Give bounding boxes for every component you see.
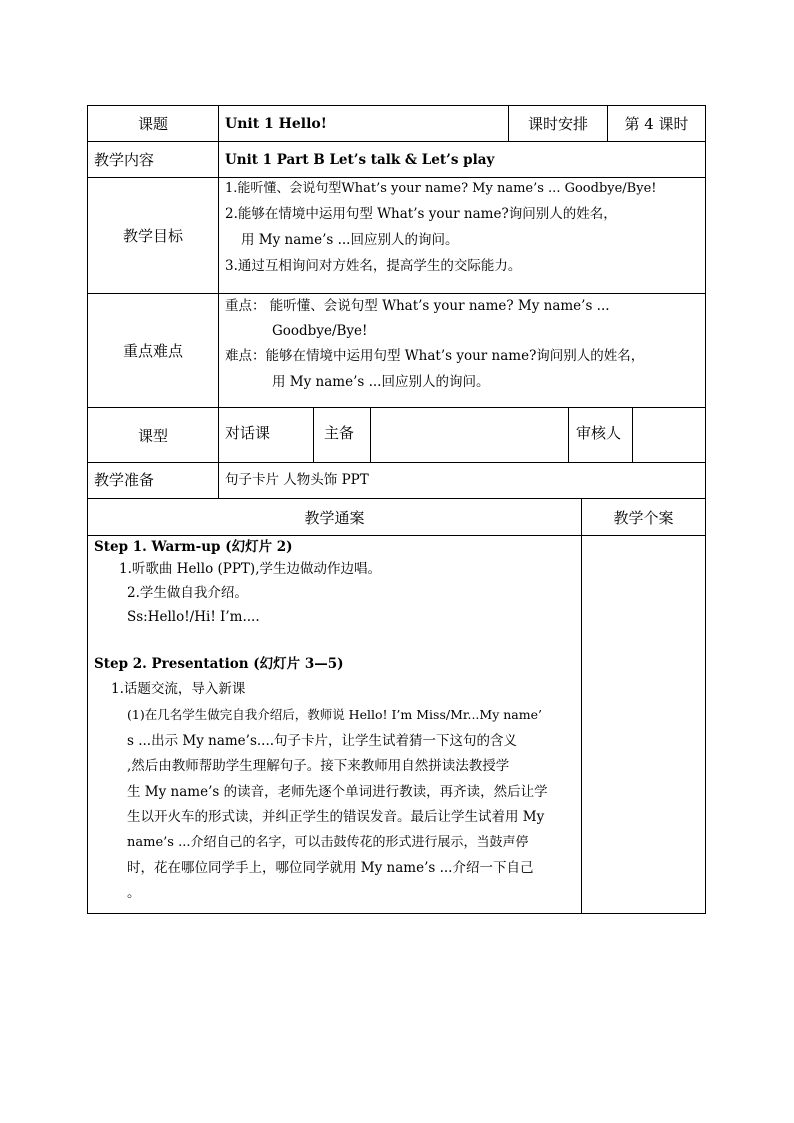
column-divider: [370, 407, 371, 463]
step2-subtitle: 1.话题交流，导入新课: [111, 681, 246, 697]
goal-line: 用 My name’s ...回应别人的询问。: [241, 232, 459, 248]
step1-title: Step 1. Warm-up (幻灯片 2): [94, 539, 293, 555]
schedule-label: 课时安排: [527, 115, 588, 133]
column-divider: [568, 407, 569, 463]
table-border-bottom: [87, 913, 706, 914]
common-plan-header: 教学通案: [304, 508, 365, 527]
row-divider: [87, 535, 706, 536]
row-divider: [87, 141, 706, 142]
step2-line: name’s ...介绍自己的名字，可以击鼓传花的形式进行展示，当鼓声停: [127, 835, 529, 850]
lesson-type-label: 课型: [137, 426, 168, 445]
step2-line: 。: [127, 885, 141, 901]
step1-line: 2.学生做自我介绍。: [127, 585, 248, 601]
content-label: 教学内容: [94, 151, 155, 169]
step2-title: Step 2. Presentation (幻灯片 3—5): [94, 656, 344, 672]
column-divider: [313, 407, 314, 463]
table-border-right: [705, 105, 706, 914]
step2-line: (1)在几名学生做完自我介绍后，教师说 Hello! I’m Miss/Mr...My name’: [127, 707, 542, 722]
topic-value: Unit 1 Hello!: [225, 116, 327, 132]
goals-label: 教学目标: [122, 227, 183, 245]
content-value: Unit 1 Part B Let’s talk & Let’s play: [225, 152, 495, 168]
step1-line: 1.听歌曲 Hello (PPT),学生边做动作边唱。: [119, 561, 381, 577]
goal-line: 1.能听懂、会说句型What’s your name? My name’s ... Goodbye/Bye!: [225, 181, 657, 196]
key-point-line: Goodbye/Bye!: [272, 323, 368, 339]
step2-line: 生 My name’s 的读音，老师先逐个单词进行教读，再齐读，然后让学: [127, 784, 548, 800]
goal-line: 2.能够在情境中运用句型 What’s your name?询问别人的姓名，: [225, 206, 617, 222]
host-label: 主备: [324, 424, 355, 442]
step2-line: 生以开火车的形式读，并纠正学生的错误发音。最后让学生试着用 My: [127, 809, 545, 825]
plan-column-divider: [581, 498, 582, 914]
key-point-line: 用 My name’s ...回应别人的询问。: [272, 374, 490, 390]
key-point-line: 重点： 能听懂、会说句型 What’s your name? My name’s ...: [225, 298, 610, 314]
preparation-value: 句子卡片 人物头饰 PPT: [225, 472, 369, 488]
key-point-line: 难点：能够在情境中运用句型 What’s your name?询问别人的姓名，: [225, 348, 645, 364]
schedule-value: 第 4 课时: [624, 115, 689, 133]
preparation-label: 教学准备: [94, 471, 155, 489]
step1-line: Ss:Hello!/Hi! I’m....: [127, 609, 260, 625]
step2-line: 时，花在哪位同学手上，哪位同学就用 My name’s ...介绍一下自己: [127, 860, 534, 876]
topic-label: 课题: [137, 115, 168, 133]
goal-line: 3.通过互相询问对方姓名，提高学生的交际能力。: [225, 258, 522, 274]
label-column-divider: [218, 105, 219, 499]
key-points-label: 重点难点: [122, 342, 183, 360]
column-divider: [632, 407, 633, 463]
individual-plan-header: 教学个案: [613, 508, 674, 527]
lesson-type-value: 对话课: [225, 424, 271, 442]
reviewer-label: 审核人: [576, 424, 622, 442]
row-divider: [87, 462, 706, 463]
step2-line: ,然后由教师帮助学生理解句子。接下来教师用自然拼读法教授学: [127, 758, 510, 774]
step2-line: s ...出示 My name’s....句子卡片，让学生试着猜一下这句的含义: [127, 733, 518, 749]
